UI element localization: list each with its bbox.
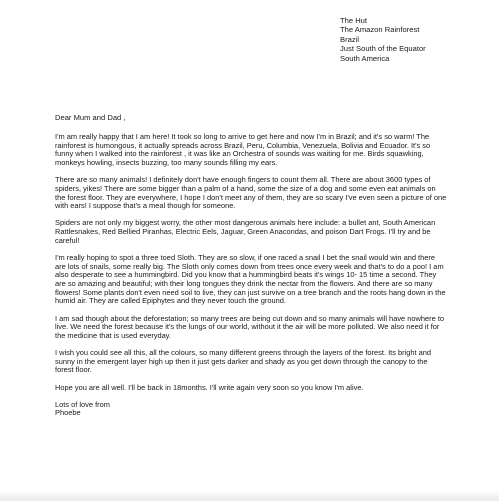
paragraph-closing-wishes: Hope you are all well. I'll be back in 18months. I'll write again very soon so you know I'm alive.: [55, 382, 364, 392]
paragraph-deforestation: I am sad though about the deforestation; so many trees are being cut down and so many animals will have nowhere to live. We need the forest because it's the lungs of our world, without it the air will be more polluted. We also need it for the medicine that is used everyday.: [55, 313, 445, 340]
address-line: Brazil: [340, 34, 359, 44]
signoff-name: Phoebe: [55, 408, 81, 418]
paragraph-forest-layers: I wish you could see all this, all the colours, so many different greens through the layers of the forest. Its bright and sunny in the emergent layer high up then it just gets darker and shady as you get down through the canopy to the forest floor.: [55, 348, 432, 375]
signoff: [55, 401, 447, 418]
paragraph-sloth-hummingbird: I'm really hoping to spot a three toed Sloth. They are so slow, if one raced a snail I bet the snail would win and there are lots of snails, some really big. The Sloth only comes down from trees once every week and that's to do a poo! I am also desperate to see a hummingbird. Did you know that a hummingbird beats it's wings 10- 15 time a second. They are so amazing and beautiful; with their long tongues they drink the nectar from the flowers. And there are so many flowers! Some plants don't even need soil to live, they can just survive on a tree branch and the roots hang down in the humid air. They are called Epiphytes and they never touch the ground.: [55, 252, 446, 306]
paragraph-dangerous-animals: Spiders are not only my biggest worry, the other most dangerous animals here include: a bullet ant, South American Rattlesnakes, Red Bellied Piranhas, Electric Eels, Jaguar, Green Anacondas, and poison Dart Frogs. I'll try and be careful!: [55, 218, 436, 245]
letter-body: [55, 133, 447, 418]
salutation: Dear Mum and Dad ,: [55, 113, 126, 122]
address-line: The Amazon Rainforest: [340, 25, 420, 35]
paragraph-spiders: There are so many animals! I definitely don't have enough fingers to count them all. There are about 3600 types of spiders, yikes! There are some bigger than a palm of a hand, some the size of a dog and some even eat animals on the forest floor. They are everywhere, I hope I don't meet any of them, they are so scary I've even seen a picture of one with ears! I suppose that's a meal though for someone.: [55, 175, 447, 211]
sender-address: [340, 16, 426, 63]
address-line: Just South of the Equator: [340, 44, 426, 54]
paragraph-arrival: I'm am really happy that I am here! It took so long to arrive to get here and now I'm in Brazil; and it's so warm! The rainforest is humongous, it actually spreads across Brazil, Peru, Columbia, Venezuela, Bolivia and Ecuador. It's so funny when I walked into the rainforest , it was like an Orchestra of sounds was waiting for me. Birds squawking, monkeys howling, insects buzzing, too many sounds filling my ears.: [55, 132, 431, 168]
address-line: South America: [340, 53, 390, 63]
address-line: The Hut: [340, 16, 368, 25]
signoff-closing: Lots of love from: [55, 399, 110, 409]
